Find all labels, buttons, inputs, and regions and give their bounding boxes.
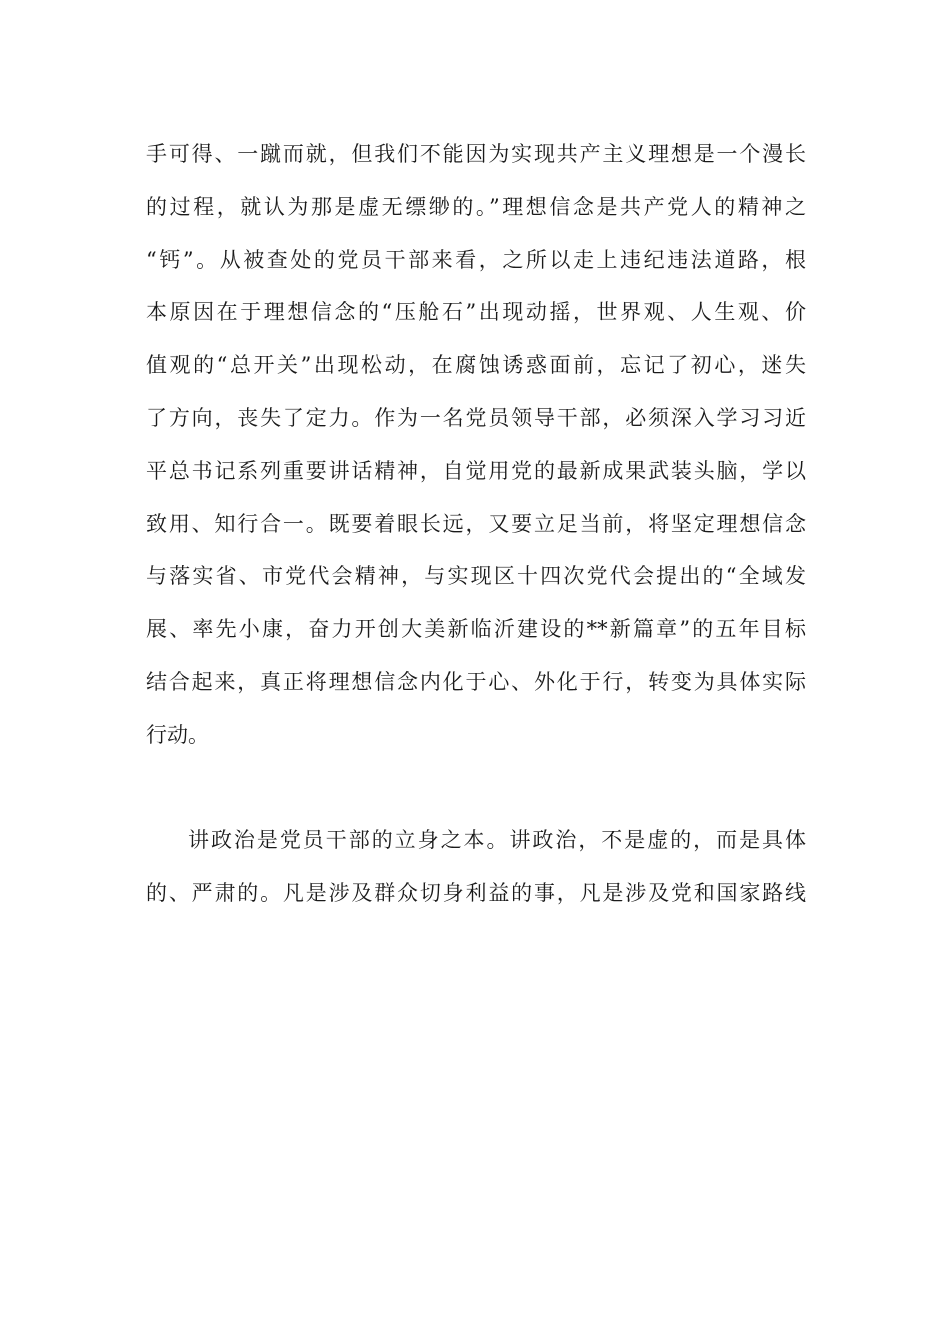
text-line: 与落实省、市党代会精神，与实现区十四次党代会提出的“全域发 bbox=[146, 564, 806, 589]
text-line: “钙”。从被查处的党员干部来看，之所以走上违纪违法道路，根 bbox=[146, 247, 806, 272]
text-line: 平总书记系列重要讲话精神，自觉用党的最新成果武装头脑，学以 bbox=[146, 458, 806, 483]
paragraph-spacer bbox=[146, 762, 806, 815]
text-line: 本原因在于理想信念的“压舱石”出现动摇，世界观、人生观、价 bbox=[146, 300, 806, 325]
text-line: 手可得、一蹴而就，但我们不能因为实现共产主义理想是一个漫长 bbox=[146, 142, 806, 166]
text-line: 结合起来，真正将理想信念内化于心、外化于行，转变为具体实际 bbox=[146, 669, 806, 694]
text-line: 致用、知行合一。既要着眼长远，又要立足当前，将坚定理想信念 bbox=[146, 511, 806, 536]
text-line: 了方向，丧失了定力。作为一名党员领导干部，必须深入学习习近 bbox=[146, 405, 806, 430]
paragraph-2 bbox=[146, 814, 806, 920]
text-line: 行动。 bbox=[146, 722, 209, 747]
paragraph-1 bbox=[146, 128, 806, 762]
text-line: 的、严肃的。凡是涉及群众切身利益的事，凡是涉及党和国家路线 bbox=[146, 881, 806, 906]
text-line: 展、率先小康，奋力开创大美新临沂建设的**新篇章”的五年目标 bbox=[146, 617, 806, 642]
text-line: 的过程，就认为那是虚无缥缈的。”理想信念是共产党人的精神之 bbox=[146, 194, 806, 219]
text-line: 讲政治是党员干部的立身之本。讲政治，不是虚的，而是具体 bbox=[188, 828, 806, 853]
document-body bbox=[146, 128, 806, 920]
text-line: 值观的“总开关”出现松动，在腐蚀诱惑面前，忘记了初心，迷失 bbox=[146, 353, 806, 378]
